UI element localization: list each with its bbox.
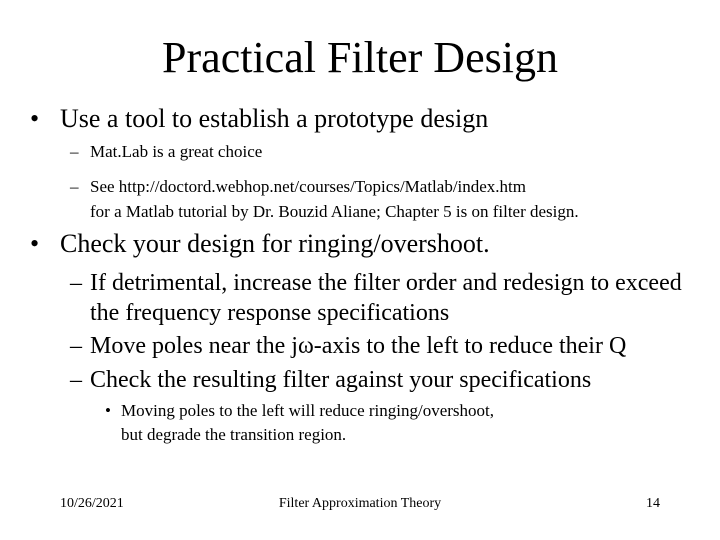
sub-bullet-text: If detrimental, increase the filter order and redesign to exceed [90,270,682,296]
sub-bullet-text: Mat.Lab is a great choice [90,142,263,161]
dash-mark: – [70,333,82,359]
sub-bullet-text: Move poles near the jω-axis to the left to reduce their Q [90,333,627,359]
bullet-mark: • [105,401,111,420]
dash-mark: – [70,142,79,161]
sub-bullet-text: for a Matlab tutorial by Dr. Bouzid Aliane; Chapter 5 is on filter design. [90,202,579,221]
bullet-text: Check your design for ringing/overshoot. [60,229,490,258]
dash-mark: – [70,177,79,196]
footer-date: 10/26/2021 [60,496,124,511]
sub-bullet-text: See http://doctord.webhop.net/courses/Topics/Matlab/index.htm [90,177,527,196]
bullet-mark: • [30,104,40,133]
bullet-text: Use a tool to establish a prototype design [60,104,489,133]
sub-bullet-text: the frequency response specifications [90,300,450,326]
footer-page-number: 14 [646,496,660,511]
footer-title: Filter Approximation Theory [278,496,442,511]
dash-mark: – [70,367,82,393]
bullet-mark: • [30,229,40,258]
sub-bullet-text: Check the resulting filter against your specifications [90,367,592,393]
sub-sub-bullet-text: but degrade the transition region. [121,425,347,444]
sub-sub-bullet-text: Moving poles to the left will reduce ringing/overshoot, [121,401,494,420]
slide-title: Practical Filter Design [162,33,558,82]
dash-mark: – [70,270,82,296]
